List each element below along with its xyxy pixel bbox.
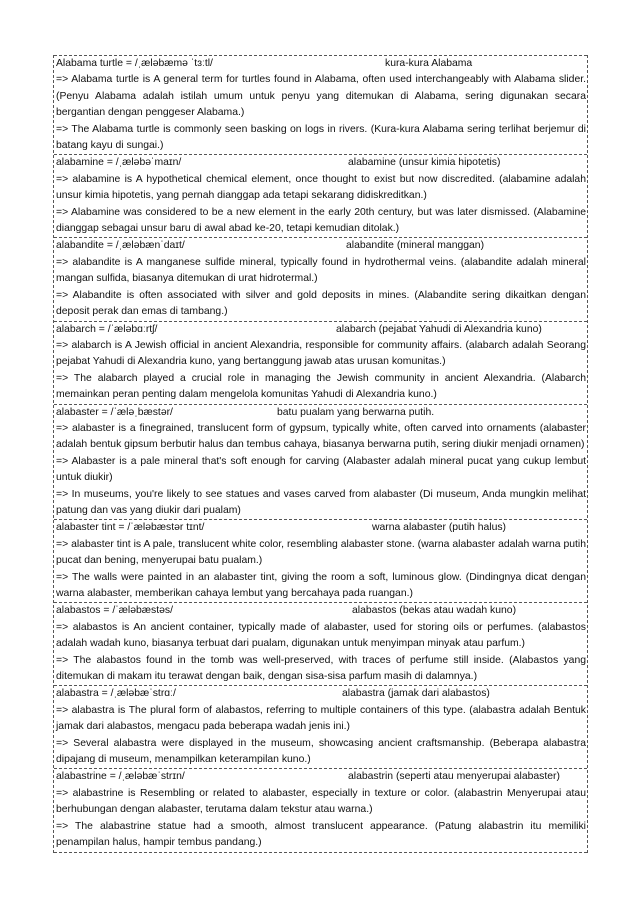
- entry-example: => alabandite is A manganese sulfide mineral, typically found in hydrothermal veins. (alabandite adalah mineral mangan sulfida, biasanya ditemukan di urat hidrotermal.): [56, 256, 586, 285]
- entry-heading: [56, 155, 586, 171]
- entry-translation: kura-kura Alabama: [385, 58, 473, 69]
- entry-translation: alabamine (unsur kimia hipotetis): [348, 157, 501, 169]
- entry-example: => In museums, you're likely to see statues and vases carved from alabaster (Di museum, Anda mungkin melihat patung dan vas yang diukir dari pualam): [56, 488, 586, 516]
- entry-example: => alabastos is An ancient container, typically made of alabaster, used for storing oils or perfumes. (alabastos adalah wadah kuno, biasanya terbuat dari pualam, digunakan untuk menyimpan minyak atau parfum.): [56, 621, 586, 650]
- entry-example: => Alabandite is often associated with silver and gold deposits in mines. (Alabandite sering dikaitkan dengan deposit perak dan emas di tambang.): [56, 289, 586, 318]
- dictionary-entry: [54, 154, 587, 237]
- dictionary-entry: [54, 237, 587, 320]
- entry-translation: alabastos (bekas atau wadah kuno): [352, 605, 517, 617]
- entry-translation: batu pualam yang berwarna putih.: [277, 406, 435, 418]
- entry-example: => The alabarch played a crucial role in managing the Jewish community in ancient Alexandria. (Alabarch memainkan peran penting dalam mengelola komunitas Yahudi di Alexandria kuno.): [56, 372, 586, 401]
- entry-term: alabaster = /ˈæləˌbæstər/: [56, 406, 173, 418]
- entry-translation: warna alabaster (putih halus): [372, 522, 506, 534]
- entry-heading: [56, 603, 586, 619]
- entry-term: alabastrine = /ˌæləbæˈstrɪn/: [56, 771, 185, 783]
- entry-example: => alabarch is A Jewish official in ancient Alexandria, responsible for community affairs. (alabarch adalah Seorang pejabat Yahudi di Alexandria kuno, yang bertanggung jawab atas urusan komunitas.): [56, 339, 586, 368]
- entry-example: => alabastrine is Resembling or related to alabaster, especially in texture or color. (alabastrin Menyerupai atau berhubungan dengan alabaster, terutama dalam tekstur atau warna.): [56, 787, 586, 816]
- entry-heading: [56, 686, 586, 702]
- entry-example: => Alabamine was considered to be a new element in the early 20th century, but was later dismissed. (Alabamine dianggap sebagai unsur baru di awal abad ke-20, tetapi kemudian ditolak.): [56, 206, 586, 235]
- entry-heading: [56, 322, 586, 338]
- entry-example: => alabaster tint is A pale, translucent white color, resembling alabaster stone. (warna alabaster adalah warna putih pucat dan bening, menyerupai batu pualam.): [56, 538, 586, 567]
- entry-term: alabastos = /ˈæləbæstəs/: [56, 605, 173, 617]
- entry-translation: alabastrin (seperti atau menyerupai alabaster): [348, 771, 560, 783]
- entry-heading: [56, 405, 586, 421]
- dictionary-entry: [54, 768, 587, 852]
- entry-translation: alabarch (pejabat Yahudi di Alexandria kuno): [336, 323, 542, 335]
- dictionary-entry: [54, 404, 587, 520]
- entry-term: alabandite = /ˌæləbænˈdaɪt/: [56, 240, 185, 252]
- entry-heading: [56, 520, 586, 536]
- entry-example: => alabamine is A hypothetical chemical element, once thought to exist but now discredited. (alabamine adalah unsur kimia hipotetis, yang pernah dianggap ada tetapi sekarang didiskreditkan.): [56, 173, 586, 202]
- dictionary-entry: [54, 685, 587, 768]
- dictionary-entry: [54, 519, 587, 602]
- entry-example: => The walls were painted in an alabaster tint, giving the room a soft, luminous glow. (Dindingnya dicat dengan warna alabaster, memberikan cahaya lembut yang bercahaya pada ruangan.): [56, 571, 586, 599]
- entry-example: => alabaster is a finegrained, translucent form of gypsum, typically white, often carved into ornaments (alabaster adalah bentuk gipsum berbutir halus dan tembus cahaya, biasanya berwarna putih, sering diukir menjadi ornamen): [56, 422, 586, 451]
- entry-example: => The Alabama turtle is commonly seen basking on logs in rivers. (Kura-kura Alabama sering terlihat berjemur di batang kayu di sungai.): [56, 123, 586, 152]
- entry-example: => Alabaster is a pale mineral that's soft enough for carving (Alabaster adalah mineral pucat yang cukup lembut untuk diukir): [56, 455, 586, 484]
- dictionary-entry-list: [53, 55, 588, 853]
- entry-example: => alabastra is The plural form of alabastos, referring to multiple containers of this type. (alabastra adalah Bentuk jamak dari alabastos, mengacu pada beberapa wadah jenis ini.): [56, 704, 586, 733]
- entry-heading: [56, 238, 586, 254]
- entry-term: alabamine = /ˌæləbəˈmaɪn/: [56, 157, 182, 169]
- entry-translation: alabastra (jamak dari alabastos): [342, 688, 490, 700]
- entry-term: alabarch = /ˈæləbɑːrtʃ/: [56, 323, 158, 335]
- dictionary-entry: [54, 321, 587, 404]
- dictionary-entry: [54, 55, 587, 154]
- dictionary-entry: [54, 602, 587, 685]
- entry-heading: [56, 769, 586, 785]
- entry-example: => Several alabastra were displayed in the museum, showcasing ancient craftsmanship. (Beberapa alabastra dipajang di museum, menampilkan keterampilan kuno.): [56, 737, 586, 766]
- entry-example: => The alabastos found in the tomb was well-preserved, with traces of perfume still inside. (Alabastos yang ditemukan di makam itu terawat dengan baik, dengan sisa-sisa parfum masih di dalamnya.): [56, 654, 586, 683]
- entry-translation: alabandite (mineral manggan): [346, 240, 485, 252]
- entry-example: => The alabastrine statue had a smooth, almost translucent appearance. (Patung alabastrin itu memiliki penampilan halus, hampir tembus pandang.): [56, 820, 586, 849]
- entry-term: alabaster tint = /ˈæləbæstər tɪnt/: [56, 522, 205, 534]
- entry-term: Alabama turtle = /ˌæləbæmə ˈtɜːtl/: [56, 58, 213, 69]
- entry-term: alabastra = /ˌæləbæˈstrɑː/: [56, 688, 176, 700]
- entry-heading: [56, 56, 586, 72]
- entry-example: => Alabama turtle is A general term for turtles found in Alabama, often used interchangeably with Alabama slider. (Penyu Alabama adalah istilah umum untuk penyu yang ditemukan di Alabama, sering digunakan secara bergantian dengan penggeser Alabama.): [56, 74, 586, 119]
